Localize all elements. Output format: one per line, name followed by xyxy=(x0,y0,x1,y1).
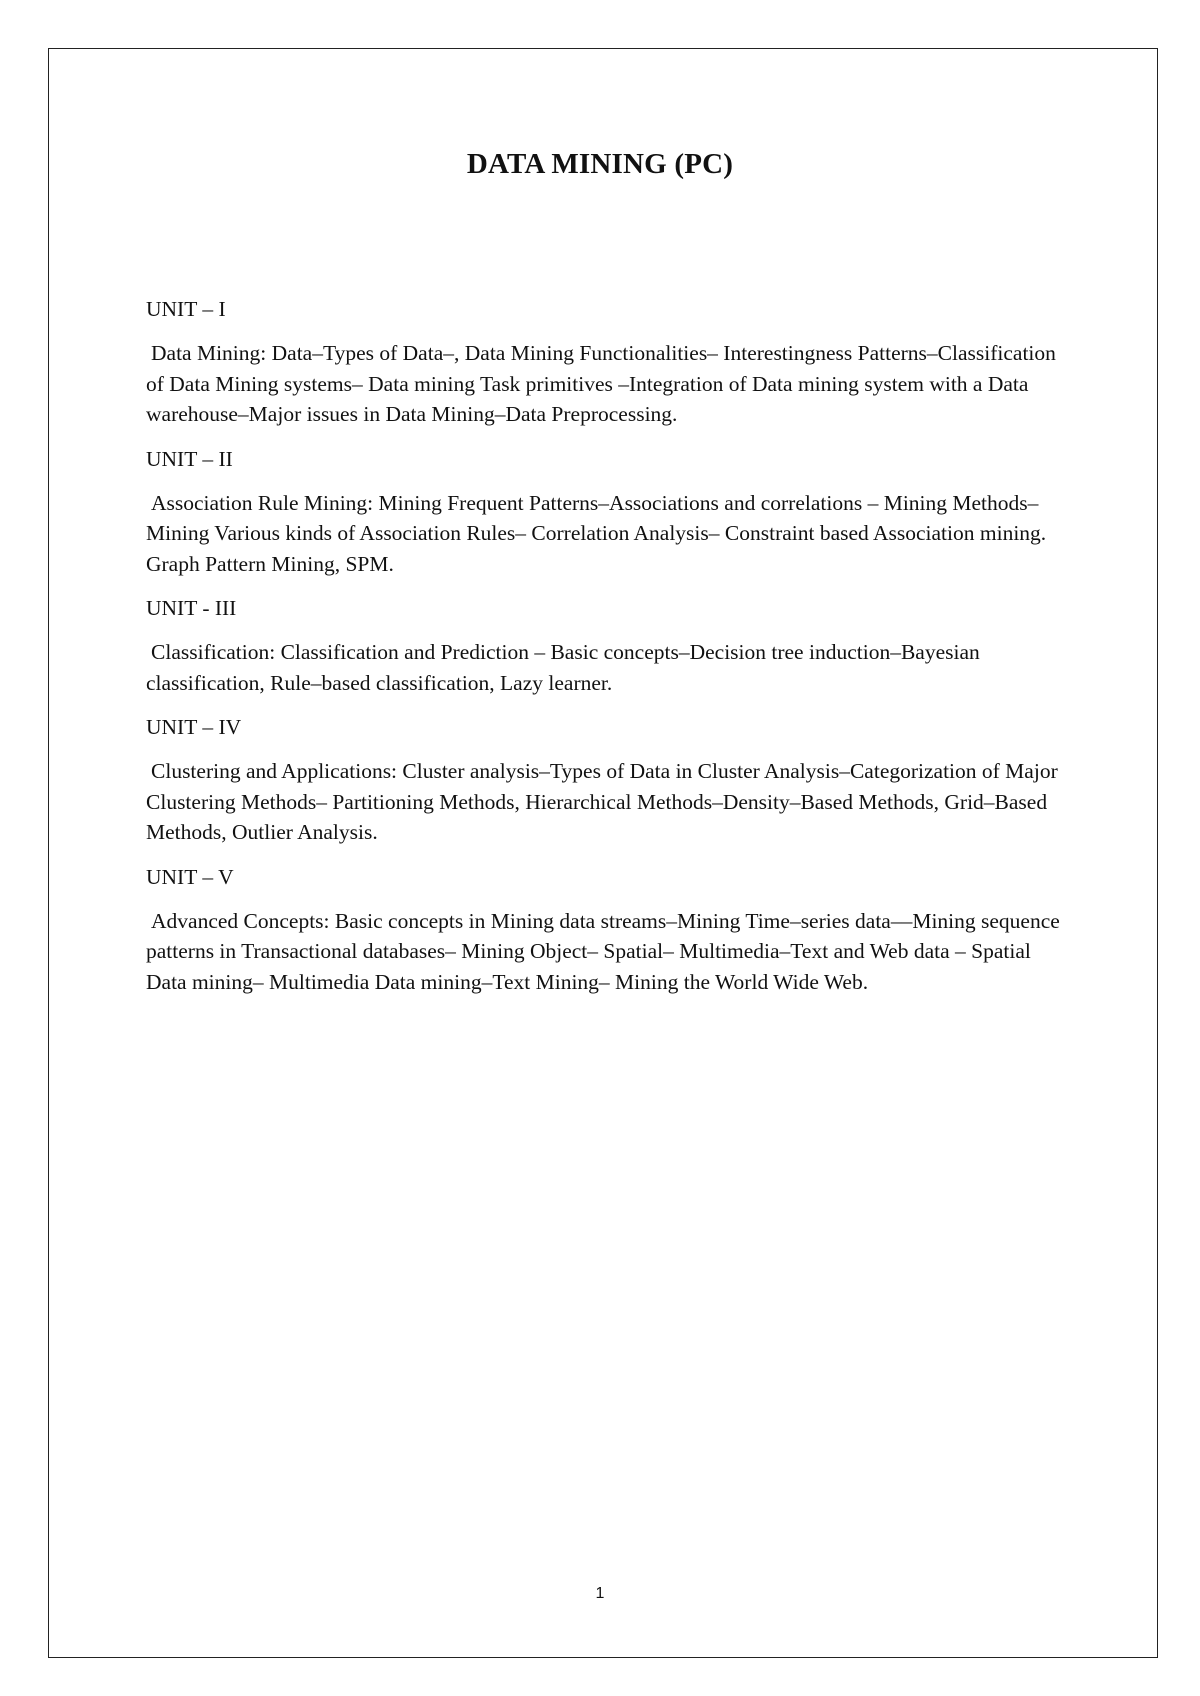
unit-4-body: Clustering and Applications: Cluster analysis–Types of Data in Cluster Analysis–Categorization of Major Clustering Methods– Partitioning Methods, Hierarchical Methods–Density–Based Methods, Grid–Based Methods, Outlier Analysis. xyxy=(146,759,1058,844)
unit-5-heading: UNIT – V xyxy=(146,864,234,889)
document-content xyxy=(146,294,1066,1011)
unit-5-body: Advanced Concepts: Basic concepts in Mining data streams–Mining Time–series data––Mining sequence patterns in Transactional databases– Mining Object– Spatial– Multimedia–Text and Web data – Spatial Data mining– Multimedia Data mining–Text Mining– Mining the World Wide Web. xyxy=(146,908,1060,994)
page-number: 1 xyxy=(595,1585,605,1602)
unit-2-heading: UNIT – II xyxy=(146,446,233,471)
unit-1-heading: UNIT – I xyxy=(146,297,226,321)
unit-3-body: Classification: Classification and Prediction – Basic concepts–Decision tree induction–Bayesian classification, Rule–based classification, Lazy learner. xyxy=(146,640,980,695)
unit-4-heading: UNIT – IV xyxy=(146,715,242,739)
document-title: DATA MINING (PC) xyxy=(466,148,734,180)
unit-3-heading: UNIT - III xyxy=(146,596,237,620)
unit-2-body: Association Rule Mining: Mining Frequent Patterns–Associations and correlations – Mining Methods– Mining Various kinds of Association Rules– Correlation Analysis– Constraint based Association mining. Graph Pattern Mining, SPM. xyxy=(146,490,1047,576)
unit-1-body: Data Mining: Data–Types of Data–, Data Mining Functionalities– Interestingness Patterns–Classification of Data Mining systems– Data mining Task primitives –Integration of Data mining system with a Data warehouse–Major issues in Data Mining–Data Preprocessing. xyxy=(146,341,1056,426)
